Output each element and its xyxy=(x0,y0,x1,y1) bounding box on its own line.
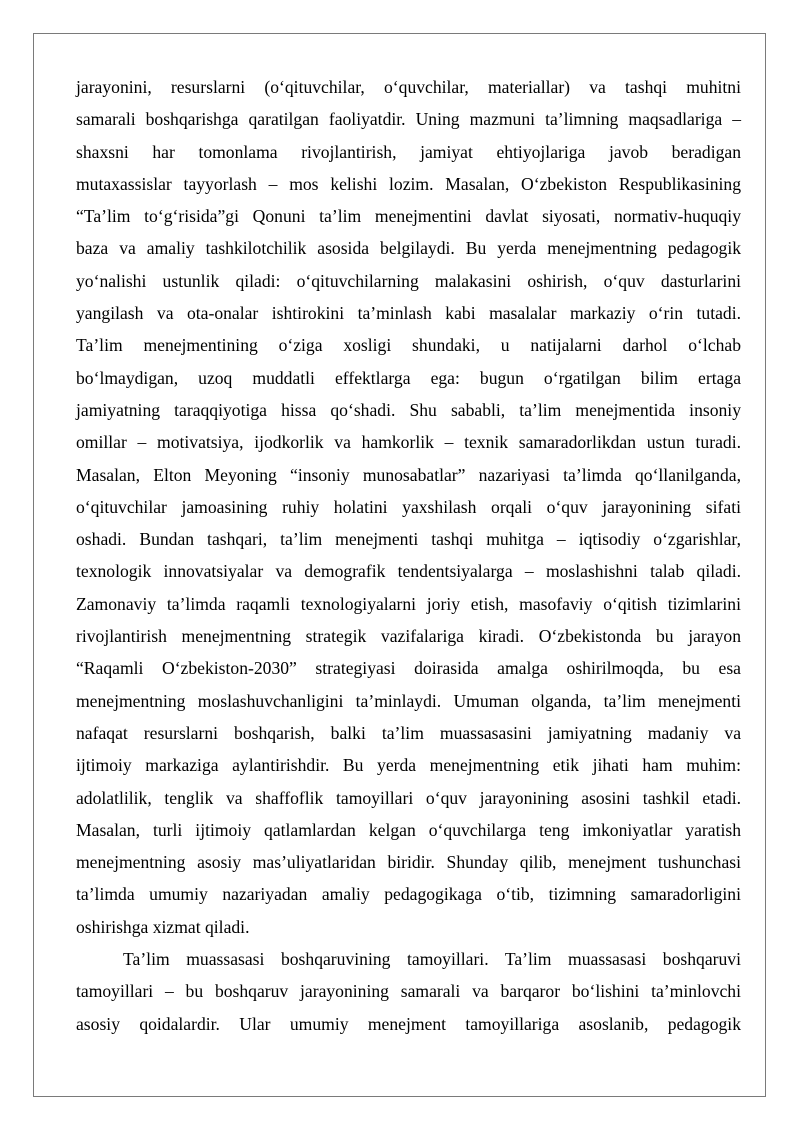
text-line: yangilash va ota-onalar ishtirokini ta’minlash kabi masalalar markaziy o‘rin tutadi. xyxy=(76,303,741,324)
text-line: adolatlilik, tenglik va shaffoflik tamoyillari o‘quv jarayonining asosini tashkil etadi. xyxy=(76,787,741,808)
text-line: texnologik innovatsiyalar va demografik tendentsiyalarga – moslashishni talab qiladi. xyxy=(76,561,741,582)
text-line: “Ta’lim to‘g‘risida”gi Qonuni ta’lim menejmentini davlat siyosati, normativ-huquqiy xyxy=(76,206,741,227)
text-line: baza va amaliy tashkilotchilik asosida belgilaydi. Bu yerda menejmentning pedagogik xyxy=(76,238,741,259)
text-line: mutaxassislar tayyorlash – mos kelishi lozim. Masalan, O‘zbekiston Respublikasining xyxy=(76,173,741,194)
text-line: samarali boshqarishga qaratilgan faoliyatdir. Uning mazmuni ta’limning maqsadlariga – xyxy=(76,109,741,130)
text-line: shaxsni har tomonlama rivojlantirish, jamiyat ehtiyojlariga javob beradigan xyxy=(76,141,741,162)
text-line: nafaqat resurslarni boshqarish, balki ta’lim muassasasini jamiyatning madaniy va xyxy=(76,722,741,743)
text-line: Masalan, turli ijtimoiy qatlamlardan kelgan o‘quvchilarga teng imkoniyatlar yaratish xyxy=(76,819,741,840)
text-line: omillar – motivatsiya, ijodkorlik va hamkorlik – texnik samaradorlikdan ustun turadi. xyxy=(76,432,741,453)
text-line: oshirishga xizmat qiladi. xyxy=(76,916,250,937)
text-line: tamoyillari – bu boshqaruv jarayonining samarali va barqaror bo‘lishini ta’minlovchi xyxy=(76,981,741,1002)
text-line: ijtimoiy markaziga aylantirishdir. Bu yerda menejmentning etik jihati ham muhim: xyxy=(76,755,741,776)
paragraph-principles xyxy=(76,943,741,1040)
text-line: menejmentning moslashuvchanligini ta’minlaydi. Umuman olganda, ta’lim menejmenti xyxy=(76,690,741,711)
text-line: yo‘nalishi ustunlik qiladi: o‘qituvchilarning malakasini oshirish, o‘quv dasturlarini xyxy=(76,270,741,291)
paragraph-management-definition xyxy=(76,71,741,943)
text-line: Ta’lim muassasasi boshqaruvining tamoyillari. Ta’lim muassasasi boshqaruvi xyxy=(123,949,741,970)
text-line: “Raqamli O‘zbekiston-2030” strategiyasi doirasida amalga oshirilmoqda, bu esa xyxy=(76,658,741,679)
text-line: o‘qituvchilar jamoasining ruhiy holatini yaxshilash orqali o‘quv jarayonining sifati xyxy=(76,496,741,517)
text-line: jarayonini, resurslarni (o‘qituvchilar, o‘quvchilar, materiallar) va tashqi muhitni xyxy=(76,77,741,97)
text-line: ta’limda umumiy nazariyadan amaliy pedagogikaga o‘tib, tizimning samaradorligini xyxy=(76,884,741,905)
document-body xyxy=(76,71,741,1040)
text-line: jamiyatning taraqqiyotiga hissa qo‘shadi. Shu sababli, ta’lim menejmentida insoniy xyxy=(76,399,741,420)
text-line: asosiy qoidalardir. Ular umumiy menejment tamoyillariga asoslanib, pedagogik xyxy=(76,1013,741,1034)
text-line: Zamonaviy ta’limda raqamli texnologiyalarni joriy etish, masofaviy o‘qitish tizimlarini xyxy=(76,593,741,614)
text-line: menejmentning asosiy mas’uliyatlaridan biridir. Shunday qilib, menejment tushunchasi xyxy=(76,852,741,873)
text-line: Masalan, Elton Meyoning “insoniy munosabatlar” nazariyasi ta’limda qo‘llanilganda, xyxy=(76,464,741,485)
text-line: Ta’lim menejmentining o‘ziga xosligi shundaki, u natijalarni darhol o‘lchab xyxy=(76,335,741,356)
text-line: rivojlantirish menejmentning strategik vazifalariga kiradi. O‘zbekistonda bu jarayon xyxy=(76,626,741,647)
text-line: oshadi. Bundan tashqari, ta’lim menejmenti tashqi muhitga – iqtisodiy o‘zgarishlar, xyxy=(76,529,741,550)
text-line: bo‘lmaydigan, uzoq muddatli effektlarga ega: bugun o‘rgatilgan bilim ertaga xyxy=(76,367,741,388)
